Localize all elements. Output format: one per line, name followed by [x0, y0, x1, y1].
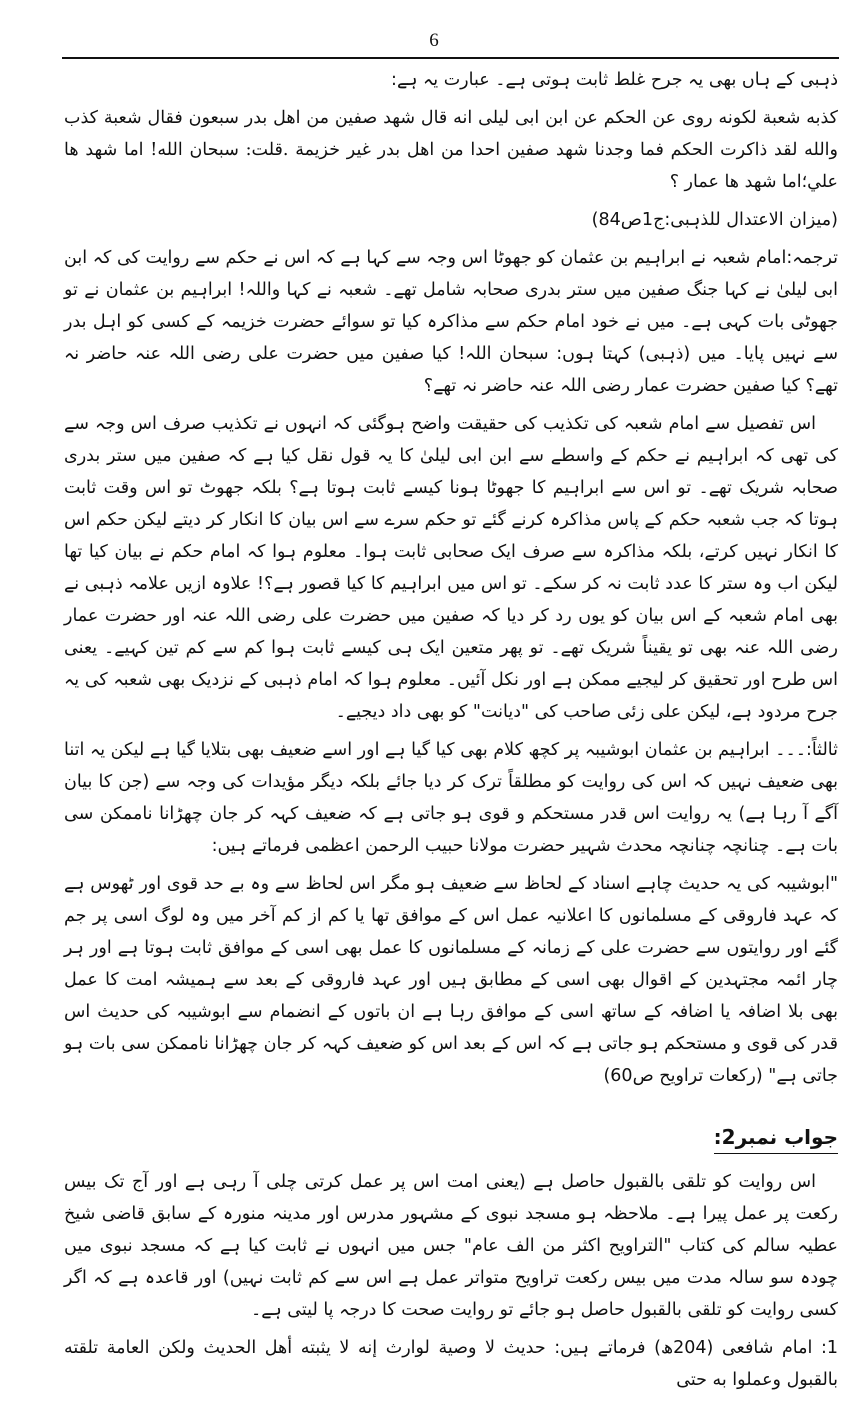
intro-line: ذہبی کے ہاں بھی یہ جرح غلط ثابت ہوتی ہے۔ عبارت یہ ہے:: [391, 70, 838, 90]
answer-paragraph: اس روایت کو تلقی بالقبول حاصل ہے (یعنی امت اس پر عمل کرتی چلی آ رہی ہے اور آج تک بیس رکعت پر عمل پیرا ہے۔ ملاحظہ ہو مسجد نبوی کے مشہور مدرس اور مدینہ منورہ کے سابق قاضی شیخ عطیہ سالم کی کتاب "التراويح اكثر من الف عام" جس میں انہوں نے ثابت کیا ہے کہ مسجد نبوی میں چودہ سو سالہ مدت میں بیس رکعت تراویح متواتر عمل ہے اس سے کم ثابت نہیں) اور قاعدہ ہے کہ اگر کسی روایت کو تلقی بالقبول حاصل ہو جائے تو روایت صحت کا درجہ پا لیتی ہے۔: [64, 1172, 838, 1320]
citation-mizan: (میزان الاعتدال للذہبی:ج1ص84): [591, 210, 838, 230]
answer-heading: جواب نمبر2:: [714, 1122, 838, 1154]
header-rule: [62, 57, 839, 59]
arabic-quote: كذبه شعبة لكونه روى عن الحكم عن ابن ابى ليلى انه قال شهد صفين من اهل بدر سبعون فقال شعبة كذب والله لقد ذاكرت الحكم فما وجدنا شهد صفين احدا من اهل بدر غير خزيمة .قلت: سبحان الله! اما شهد ها علي؛اما شهد ها عمار ؟: [64, 108, 838, 192]
page-body: [64, 64, 838, 1402]
explanation-paragraph: اس تفصیل سے امام شعبہ کی تکذیب کی حقیقت واضح ہوگئی کہ انہوں نے تکذیب صرف اس وجہ سے کی تھی کہ ابراہیم نے حکم کے واسطے سے ابن ابی لیلیٰ کا یہ قول نقل کیا ہے کہ صفین میں ستر بدری صحابہ شریک تھے۔ تو اس سے ابراہیم کا جھوٹا ہونا کیسے ثابت ہوتا ہے؟ بلکہ جھوٹ تو اس وقت ثابت ہوتا کہ جب شعبہ حکم کے پاس مذاکرہ کرنے گئے تو حکم سرے سے اس بیان کا انکار کر دیتے لیکن حکم اس کا انکار نہیں کرتے، بلکہ مذاکرہ سے صرف ایک صحابی ثابت ہوا۔ معلوم ہوا کہ امام حکم نے بیان کیا تھا لیکن اب وہ ستر کا عدد ثابت نہ کر سکے۔ تو اس میں ابراہیم کا کیا قصور ہے؟! علاوہ ازیں علامہ ذہبی نے بھی امام شعبہ کے اس بیان کو یوں رد کر دیا کہ صفین میں حضرت علی رضی اللہ عنہ اور حضرت عمار رضی اللہ عنہ بھی تو یقیناً شریک تھے۔ تو پھر متعین ایک ہی کیسے ثابت ہوا کم سے کم تین کہیے۔ یعنی اس طرح اور تحقیق کر لیجیے ممکن ہے اور نکل آئیں۔ معلوم ہوا کہ امام ذہبی کے نزدیک بھی شعبہ کی یہ جرح مردود ہے، لیکن علی زئی صاحب کی "دیانت" کو بھی داد دیجیے۔: [64, 414, 838, 722]
azmi-quote: "ابوشیبہ کی یہ حدیث چاہے اسناد کے لحاظ سے ضعیف ہو مگر اس لحاظ سے وہ بے حد قوی اور ٹھوس ہے کہ عہد فاروقی کے مسلمانوں کا اعلانیہ عمل اس کے موافق تھا یا کم از کم آخر میں وہ لوگ اسی پر جم گئے اور روایتوں سے حضرت علی کے زمانہ کے مسلمانوں کا عمل بھی اسی کے موافق ثابت ہوتا ہے اور ہر چار ائمہ مجتہدین کے اقوال بھی اسی کے مطابق ہیں اور عہد فاروقی کے بعد سے ہمیشہ امت کا عمل بھی بلا اضافہ یا اضافہ کے ساتھ اسی کے موافق رہا ہے ان باتوں کے انضمام سے ابوشیبہ کی حدیث اس قدر کی قوی و مستحکم ہو جاتی ہے کہ اس کے بعد اس کو ضعیف کہہ کر جان چھڑانا ناممکن سی بات ہو جاتی ہے" (رکعات تراویح ص60): [64, 874, 838, 1086]
translation-paragraph: ترجمہ:امام شعبہ نے ابراہیم بن عثمان کو جھوٹا اس وجہ سے کہا ہے کہ اس نے حکم سے روایت کی کہ ابن ابی لیلیٰ نے کہا جنگ صفین میں ستر بدری صحابہ شامل تھے۔ شعبہ نے کہا واللہ! ابراہیم بن عثمان نے تو جھوٹی بات کہی ہے۔ میں نے خود امام حکم سے مذاکرہ کیا تو سوائے حضرت خزیمہ کے کسی کو اہل بدر سے نہیں پایا۔ میں (ذہبی) کہتا ہوں: سبحان اللہ! کیا صفین میں حضرت علی رضی اللہ عنہ حاضر نہ تھے؟ کیا صفین حضرت عمار رضی اللہ عنہ حاضر نہ تھے؟: [64, 248, 838, 396]
shafii-line: 1: امام شافعی (204ھ) فرماتے ہیں: حديث لا وصية لوارث إنه لا يثبته أهل الحديث ولكن العامة تلقته بالقبول وعملوا به حتى: [64, 1338, 838, 1390]
thalithan-paragraph: ثالثاً:۔۔۔ ابراہیم بن عثمان ابوشیبہ پر کچھ کلام بھی کیا گیا ہے اور اسے ضعیف بھی بتلایا گیا ہے لیکن یہ اتنا بھی ضعیف نہیں کہ اس کی روایت کو مطلقاً ترک کر دیا جائے بلکہ دیگر مؤیدات کی وجہ سے (جن کا بیان آگے آ رہا ہے) یہ روایت اس قدر مستحکم و قوی ہو جاتی ہے کہ ضعیف کہہ کر جان چھڑانا ناممکن سی بات ہے۔ چنانچہ چنانچہ محدث شہیر حضرت مولانا حبیب الرحمن اعظمی فرماتے ہیں:: [64, 740, 838, 856]
page-number: 6: [429, 30, 439, 51]
